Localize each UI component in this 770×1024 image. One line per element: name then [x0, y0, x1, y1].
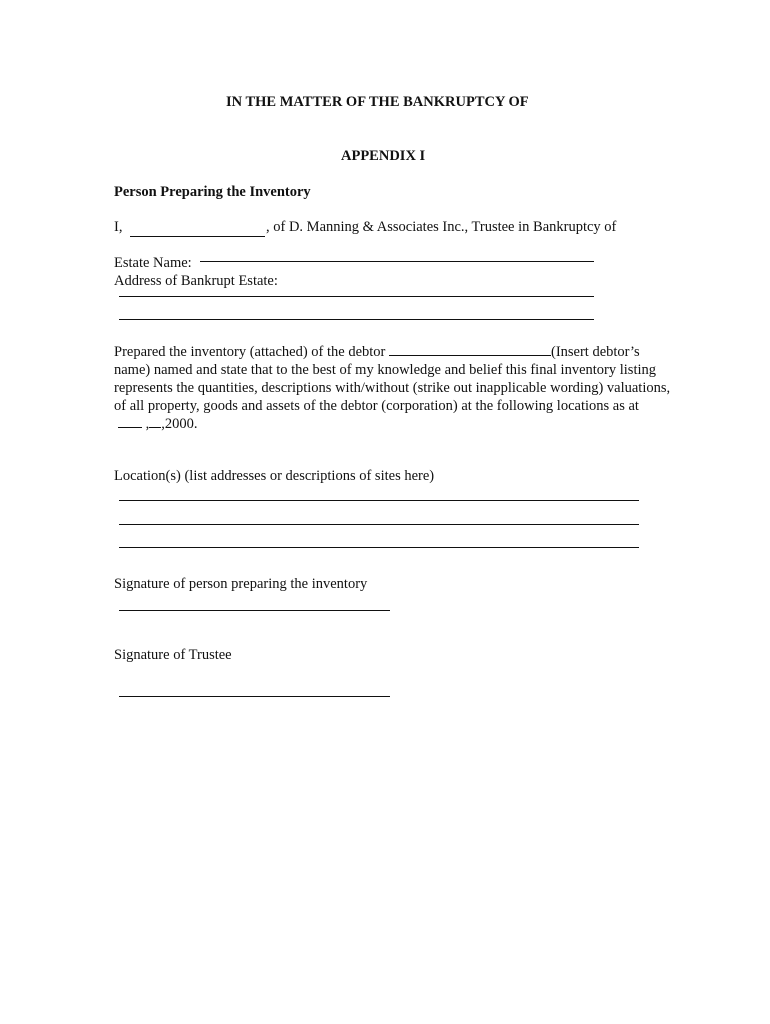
- location-blank-2[interactable]: [119, 524, 639, 525]
- estate-name-label: Estate Name:: [114, 255, 192, 271]
- address-label: Address of Bankrupt Estate:: [114, 273, 278, 289]
- debtor-name-blank[interactable]: [389, 355, 551, 356]
- date-separator: ,: [145, 416, 150, 432]
- address-blank-2[interactable]: [119, 319, 594, 320]
- signature-preparer-label: Signature of person preparing the inventory: [114, 576, 368, 592]
- prepared-prefix: Prepared the inventory (attached) of the debtor: [114, 344, 386, 360]
- location-blank-1[interactable]: [119, 500, 639, 501]
- prepared-paragraph: [114, 343, 674, 433]
- section-heading: Person Preparing the Inventory: [114, 184, 311, 200]
- signature-trustee-label: Signature of Trustee: [114, 647, 232, 663]
- document-title: IN THE MATTER OF THE BANKRUPTCY OF: [226, 94, 529, 110]
- estate-name-blank[interactable]: [200, 261, 594, 262]
- trustee-name-blank[interactable]: [130, 236, 265, 237]
- signature-trustee-line[interactable]: [119, 696, 390, 697]
- intro-prefix: I,: [114, 219, 123, 235]
- intro-suffix: , of D. Manning & Associates Inc., Trustee in Bankruptcy of: [266, 219, 617, 235]
- locations-label: Location(s) (list addresses or descriptions of sites here): [114, 468, 435, 484]
- signature-preparer-line[interactable]: [119, 610, 390, 611]
- location-blank-3[interactable]: [119, 547, 639, 548]
- appendix-heading: APPENDIX I: [341, 148, 426, 164]
- date-year: ,2000.: [161, 416, 198, 432]
- address-blank-1[interactable]: [119, 296, 594, 297]
- date-day-blank[interactable]: [149, 427, 161, 428]
- date-month-blank[interactable]: [118, 427, 142, 428]
- prepared-suffix: (Insert debtor’s name) named and state that to the best of my knowledge and belief this final inventory listing represents the quantities, descriptions with/without (strike out inapplicable wording) valuations, of all property, goods and assets of the debtor (corporation) at the following locations as at: [114, 344, 671, 414]
